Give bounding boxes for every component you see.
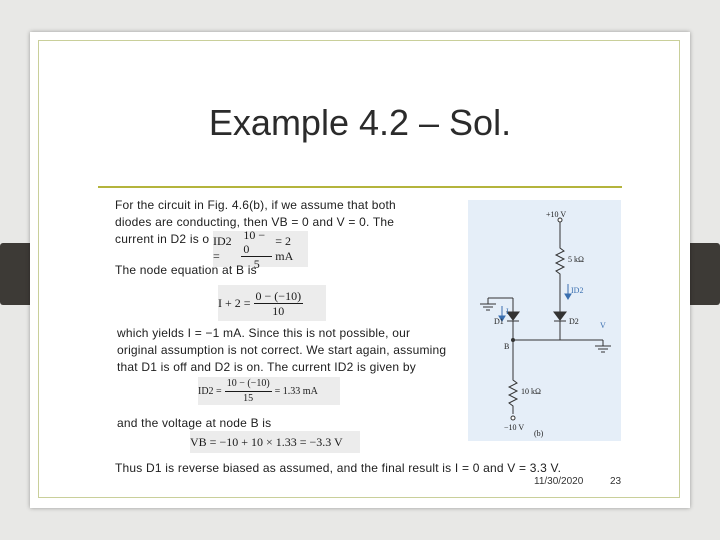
label-supply-top: +10 V [546, 210, 567, 219]
eq3-rhs: = 1.33 mA [274, 385, 318, 397]
slide-title: Example 4.2 – Sol. [208, 102, 512, 143]
paragraph-assumption: For the circuit in Fig. 4.6(b), if we assume that both diodes are conducting, then VB = 0 and V = 0. The current in D2 is o [115, 198, 396, 246]
eq1-lhs: ID2 = [213, 234, 232, 263]
supply-bottom-terminal [511, 416, 515, 420]
eq3-denominator: 15 [243, 392, 254, 404]
eq3-numerator: 10 − (−10) [225, 377, 272, 392]
label-r2: 10 kΩ [521, 387, 541, 396]
slide-page-number: 23 [610, 476, 622, 487]
title-underline [98, 186, 622, 188]
circuit-diagram [468, 200, 621, 441]
equation-id2-second [198, 377, 340, 405]
label-figure: (b) [534, 429, 544, 438]
label-i: I [506, 307, 509, 316]
paragraph-node-voltage: and the voltage at node B is [117, 416, 272, 430]
paragraph-reassumption: which yields I = −1 mA. Since this is not possible, our original assumption is not correct. We start again, assuming that D1 is off and D2 is on. The current ID2 is given by [117, 326, 447, 374]
diode-d1 [507, 312, 519, 320]
equation-node-b [218, 285, 326, 321]
label-supply-bottom: −10 V [504, 423, 525, 432]
eq3-fraction [225, 377, 272, 406]
eq1-rhs: = 2 mA [275, 234, 294, 263]
label-d1: D1 [494, 317, 504, 326]
resistor-10k [509, 375, 517, 414]
slide-date: 11/30/2020 [534, 476, 584, 487]
label-node-b: B [504, 342, 510, 351]
paragraph-conclusion: Thus D1 is reverse biased as assumed, and the final result is I = 0 and V = 3.3 V. [115, 461, 562, 475]
slide [30, 32, 690, 508]
eq2-fraction [254, 289, 304, 318]
eq4-text: VB = −10 + 10 × 1.33 = −3.3 V [190, 434, 343, 449]
circuit-figure [468, 200, 621, 441]
paragraph-node-equation: The node equation at B is [115, 263, 257, 277]
diode-d2 [554, 312, 566, 320]
label-id2: ID2 [571, 286, 584, 295]
node-b-dot [511, 338, 515, 342]
eq3-lhs: ID2 = [198, 385, 222, 397]
eq1-numerator: 10 − 0 [241, 228, 272, 257]
eq2-lhs: I + 2 = [218, 295, 251, 310]
eq1-denominator: 5 [253, 256, 260, 271]
label-v: V [600, 321, 606, 330]
eq2-numerator: 0 − (−10) [255, 288, 302, 303]
equation-vb [190, 431, 360, 453]
label-d2: D2 [569, 317, 579, 326]
label-r1: 5 kΩ [568, 255, 584, 264]
resistor-5k [556, 242, 564, 278]
eq2-denominator: 10 [272, 303, 285, 318]
